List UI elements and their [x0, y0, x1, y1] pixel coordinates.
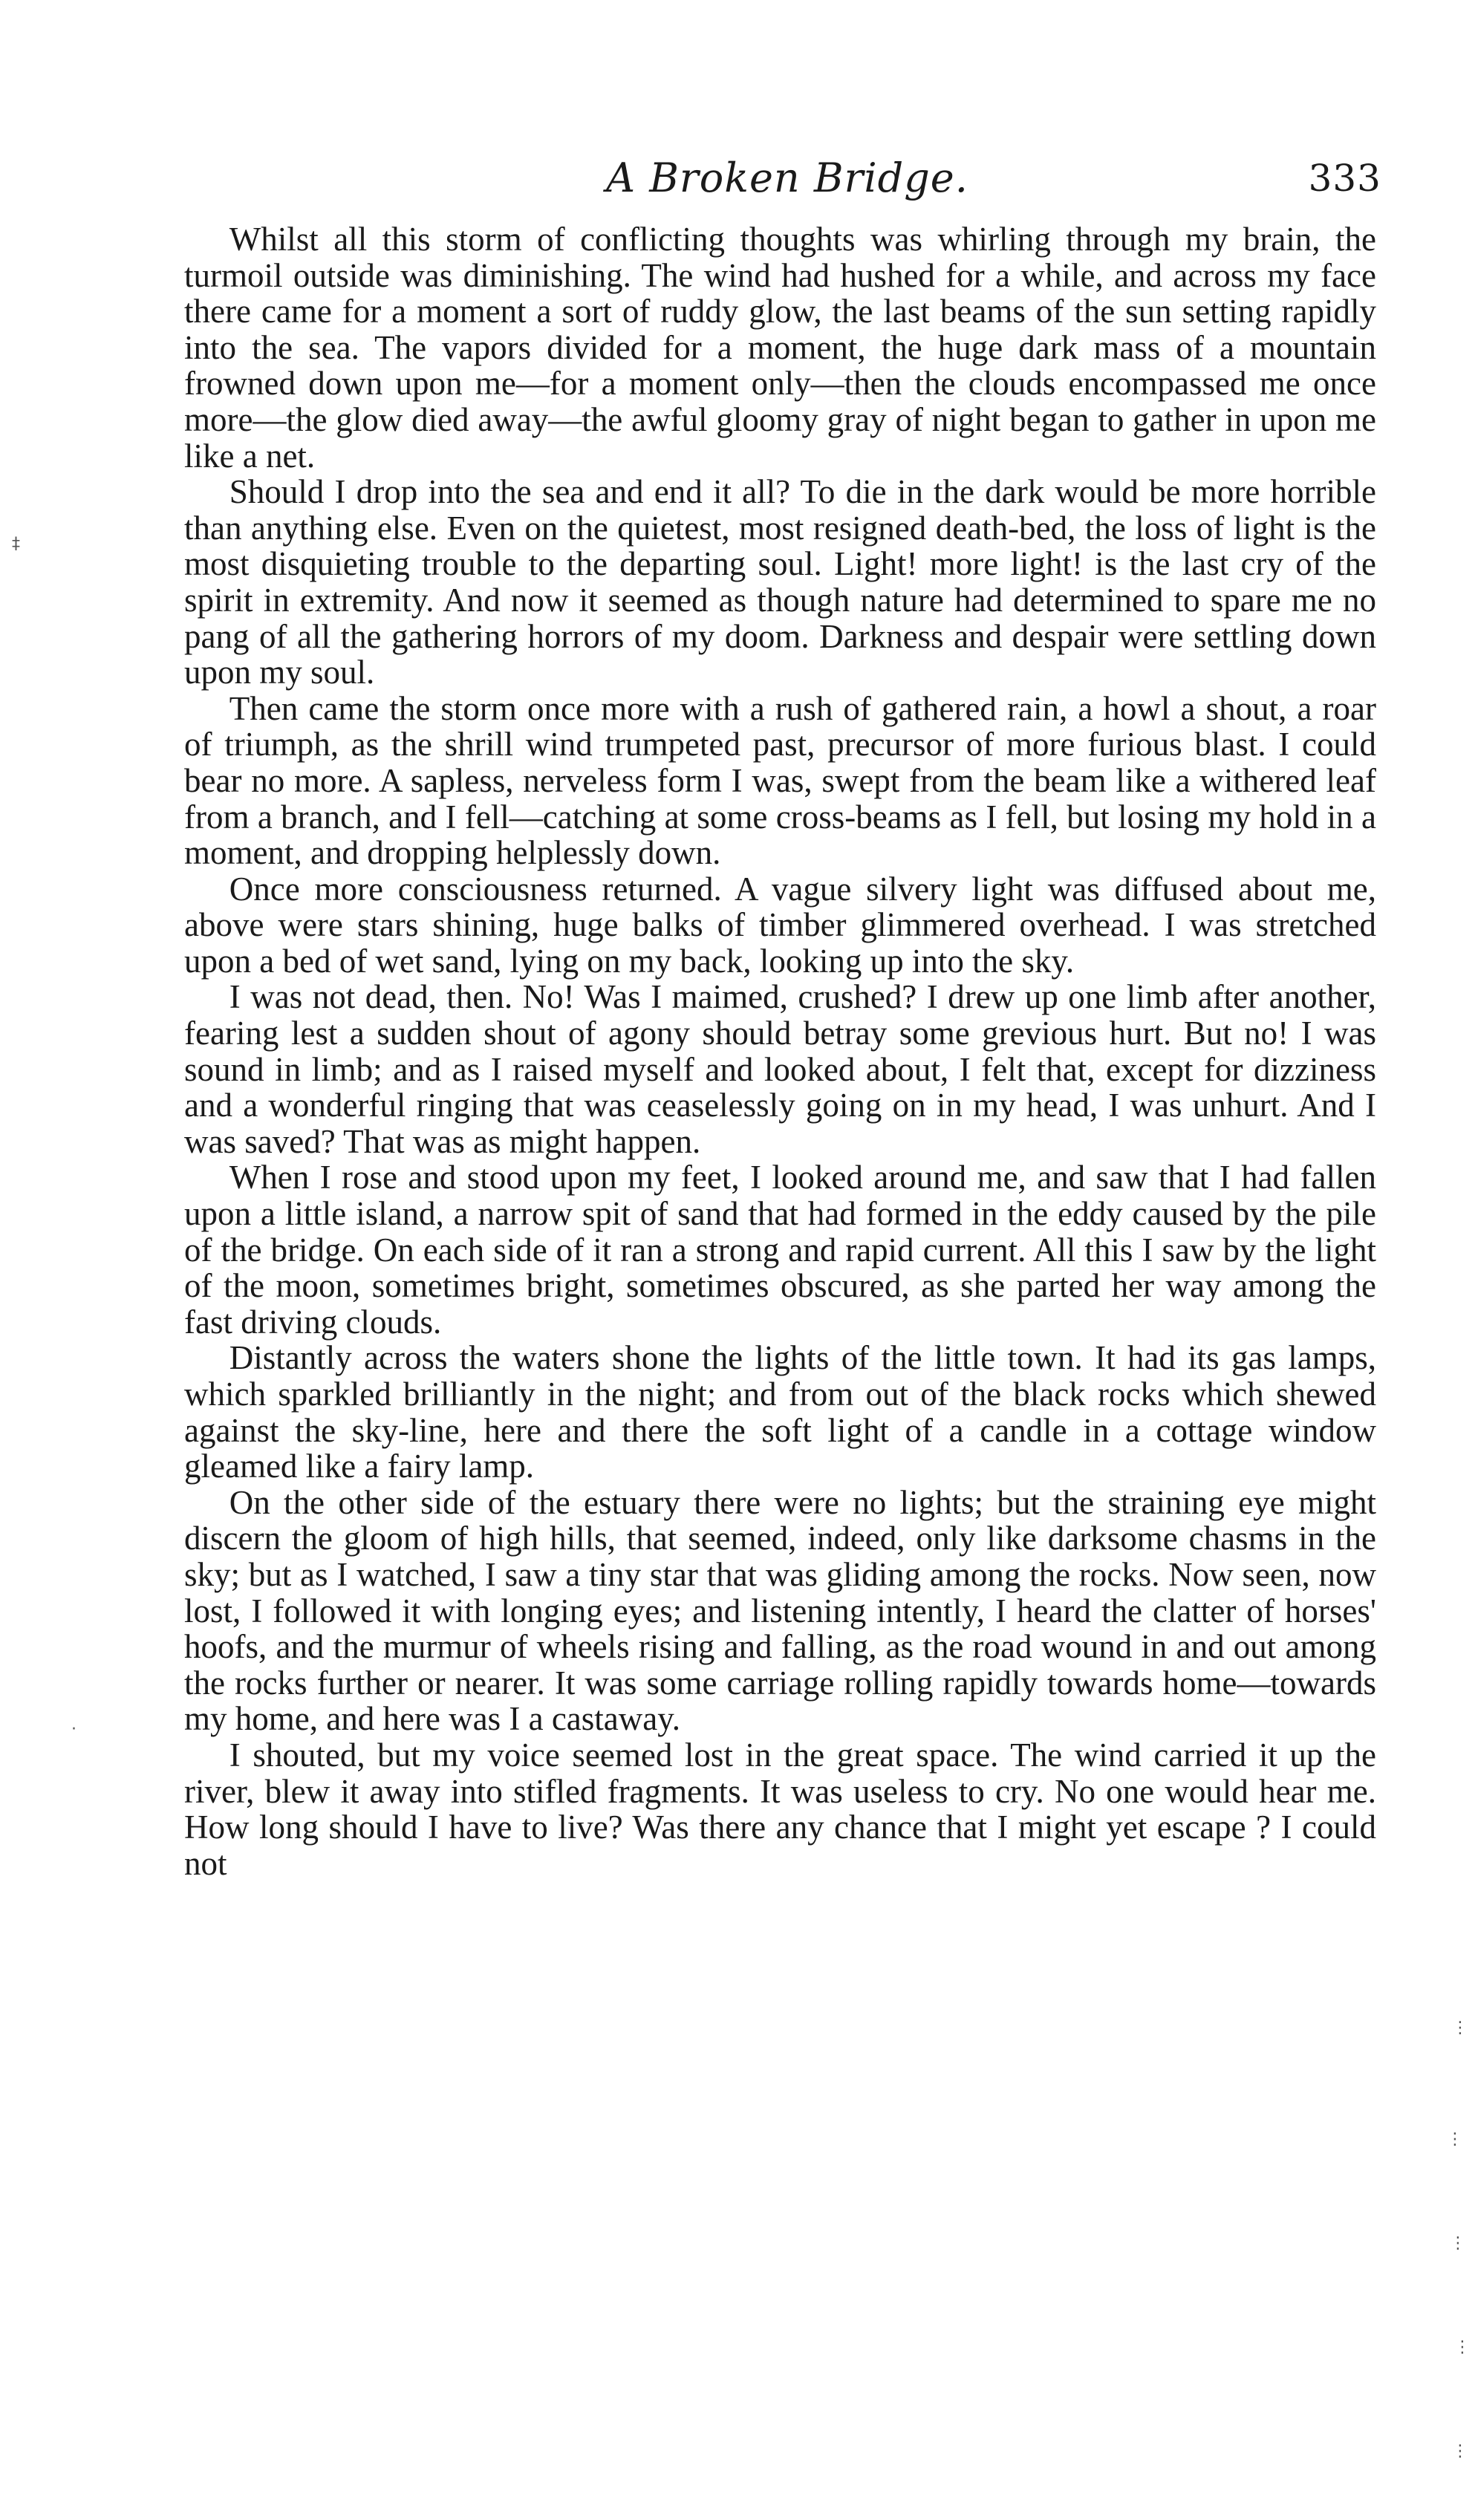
page-number: 333	[1308, 157, 1381, 200]
running-title: A Broken Bridge.	[606, 154, 968, 201]
paragraph-1: Whilst all this storm of conflicting thoughts was whirling through my brain, the turmoil outside was diminishing. The wind had hushed for a while, and across my face there came for a moment a sort of ruddy glow, the last beams of the sun setting rapidly into the sea. The vapors divided for a moment, the huge dark mass of a mountain frowned down upon me—for a moment only—then the clouds encompassed me once more—the glow died away—the awful gloomy gray of night began to gather in upon me like a net.	[184, 221, 1376, 475]
margin-speck: ⋮	[1447, 2130, 1463, 2149]
paragraph-2: Should I drop into the sea and end it all? To die in the dark would be more horrible than anything else. Even on the quietest, most resigned death-bed, the loss of light is the most disquieting trouble to the departing soul. Light! more light! is the last cry of the spirit in extremity. And now it seemed as though nature had determined to spare me no pang of all the gathering horrors of my doom. Darkness and despair were settling down upon my soul.	[184, 473, 1376, 691]
margin-speck: ·	[71, 1720, 76, 1739]
margin-speck: ⋮	[1452, 2442, 1468, 2461]
margin-speck: ⋮	[1452, 2019, 1468, 2037]
paragraph-8: On the other side of the estuary there were no lights; but the straining eye might discern the gloom of high hills, that seemed, indeed, only like darksome chasms in the sky; but as I watched, I saw a tiny star that was gliding among the rocks. Now seen, now lost, I followed it with longing eyes; and listening intently, I heard the clatter of horses' hoofs, and the murmur of wheels rising and falling, as the road wound in and out among the rocks further or nearer. It was some carriage rolling rapidly towards home—towards my home, and here was I a castaway.	[184, 1483, 1376, 1738]
body-text	[184, 221, 1376, 1881]
paragraph-3: Then came the storm once more with a rush of gathered rain, a howl a shout, a roar of triumph, as the shrill wind trumpeted past, precursor of more furious blast. I could bear no more. A sapless, nerveless form I was, swept from the beam like a withered leaf from a branch, and I fell—catching at some cross-beams as I fell, but losing my hold in a moment, and dropping helplessly down.	[184, 689, 1376, 872]
margin-speck: ⋮	[1450, 2234, 1466, 2253]
paragraph-6: When I rose and stood upon my feet, I looked around me, and saw that I had fallen upon a little island, a narrow spit of sand that had formed in the eddy caused by the pile of the bridge. On each side of it ran a strong and rapid current. All this I saw by the light of the moon, sometimes bright, sometimes obscured, as she parted her way among the fast driving clouds.	[184, 1159, 1376, 1341]
paragraph-7: Distantly across the waters shone the lights of the little town. It had its gas lamps, which sparkled brilliantly in the night; and from out of the black rocks which shewed against the sky-line, here and there the soft light of a candle in a cottage window gleamed like a fairy lamp.	[184, 1339, 1376, 1485]
margin-speck: ‡	[12, 535, 20, 553]
margin-speck: ⋮	[1454, 2338, 1471, 2357]
paragraph-5: I was not dead, then. No! Was I maimed, crushed? I drew up one limb after another, fearing lest a sudden shout of agony should betray some grevious hurt. But no! I was sound in limb; and as I raised myself and looked about, I felt that, except for dizziness and a wonderful ringing that was ceaselessly going on in my head, I was unhurt. And I was saved? That was as might happen.	[184, 978, 1376, 1160]
paragraph-4: Once more consciousness returned. A vague silvery light was diffused about me, above were stars shining, huge balks of timber glimmered overhead. I was stretched upon a bed of wet sand, lying on my back, looking up into the sky.	[184, 870, 1376, 980]
paragraph-9: I shouted, but my voice seemed lost in the great space. The wind carried it up the river, blew it away into stifled fragments. It was useless to cry. No one would hear me. How long should I have to live? Was there any chance that I might yet escape ? I could not	[184, 1736, 1376, 1882]
running-head	[193, 152, 1381, 204]
